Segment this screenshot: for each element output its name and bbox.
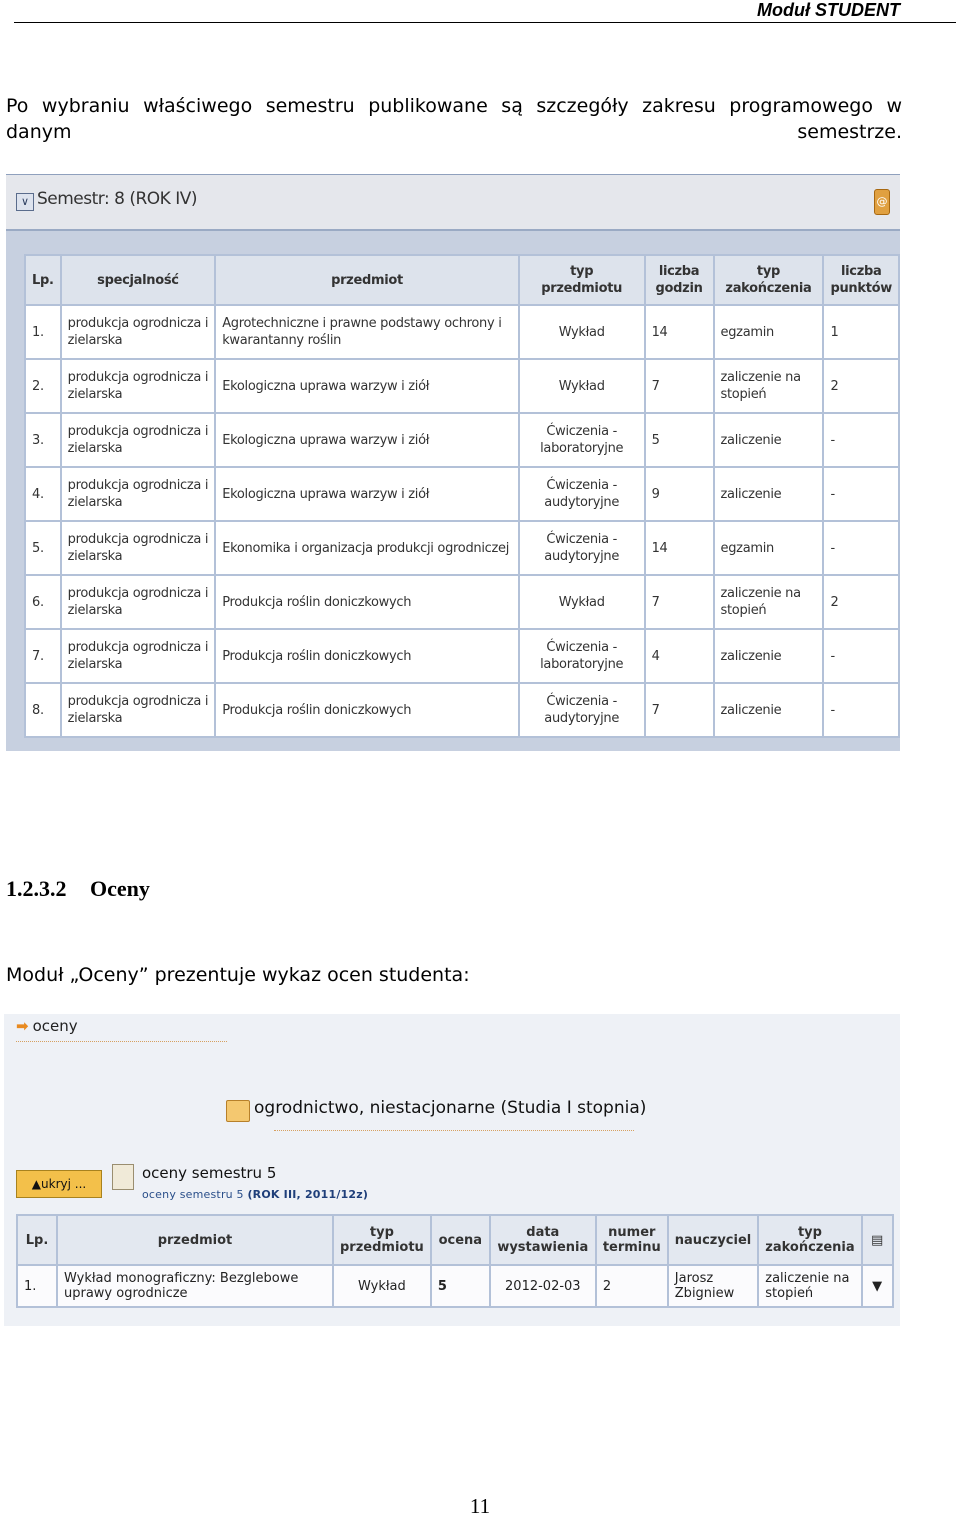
program-title: ogrodnictwo, niestacjonarne (Studia I stopnia) (254, 1098, 647, 1118)
col-typ-przedmiotu: typ przedmiotu (519, 255, 645, 305)
cell-przedmiot: Agrotechniczne i prawne podstawy ochrony i kwarantanny roślin (215, 305, 519, 359)
cell-typ-zakonczenia: egzamin (714, 521, 824, 575)
cell-liczba-godzin: 7 (645, 575, 714, 629)
cell-lp: 1. (25, 305, 61, 359)
cell-liczba-punktow: 1 (823, 305, 899, 359)
cell-liczba-godzin: 5 (645, 413, 714, 467)
grades-screenshot (4, 1014, 900, 1326)
cell-lp: 4. (25, 467, 61, 521)
cell-lp: 2. (25, 359, 61, 413)
col-przedmiot: przedmiot (57, 1215, 333, 1265)
cell-typ-zakonczenia: egzamin (714, 305, 824, 359)
col-specjalnosc: specjalność (61, 255, 216, 305)
cell-typ-zakonczenia: zaliczenie na stopień (714, 575, 824, 629)
cell-liczba-godzin: 7 (645, 683, 714, 737)
col-liczba-punktow: liczba punktów (823, 255, 899, 305)
col-typ-zakonczenia: typ zakończenia (714, 255, 824, 305)
print-icon[interactable]: @ (874, 189, 890, 215)
cell-przedmiot: Ekonomika i organizacja produkcji ogrodniczej (215, 521, 519, 575)
cell-specjalnosc: produkcja ogrodnicza i zielarska (61, 683, 216, 737)
cell-liczba-punktow: - (823, 629, 899, 683)
col-nauczyciel: nauczyciel (668, 1215, 758, 1265)
cell-typ-przedmiotu: Ćwiczenia - audytoryjne (519, 467, 645, 521)
cell-liczba-godzin: 9 (645, 467, 714, 521)
table-row (25, 629, 899, 683)
table-header-row (25, 255, 899, 305)
cell-typ-zakonczenia: zaliczenie na stopień (758, 1265, 861, 1307)
semester-grades-subtitle (142, 1188, 368, 1201)
cell-liczba-punktow: - (823, 683, 899, 737)
page-number: 11 (469, 1494, 491, 1518)
section-heading (6, 876, 150, 902)
cell-numer-terminu: 2 (596, 1265, 668, 1307)
cell-typ-przedmiotu: Ćwiczenia - laboratoryjne (519, 413, 645, 467)
cell-typ-zakonczenia: zaliczenie (714, 629, 824, 683)
semester-table (24, 254, 900, 738)
cell-typ-przedmiotu: Ćwiczenia - audytoryjne (519, 521, 645, 575)
oceny-paragraph: Moduł „Oceny” prezentuje wykaz ocen studenta: (6, 964, 470, 986)
intro-paragraph: Po wybraniu właściwego semestru publikowane są szczegóły zakresu programowego w danym semestrze. (6, 95, 902, 143)
cell-lp: 7. (25, 629, 61, 683)
cell-przedmiot: Wykład monograficzny: Bezglebowe uprawy ogrodnicze (57, 1265, 333, 1307)
cell-lp: 3. (25, 413, 61, 467)
col-lp: Lp. (25, 255, 61, 305)
cell-typ-przedmiotu: Ćwiczenia - laboratoryjne (519, 629, 645, 683)
cell-specjalnosc: produkcja ogrodnicza i zielarska (61, 305, 216, 359)
col-przedmiot: przedmiot (215, 255, 519, 305)
cell-typ-zakonczenia: zaliczenie (714, 413, 824, 467)
section-number: 1.2.3.2 (6, 876, 67, 901)
semester-title: Semestr: 8 (ROK IV) (37, 189, 197, 209)
cell-przedmiot: Ekologiczna uprawa warzyw i ziół (215, 413, 519, 467)
cell-liczba-godzin: 14 (645, 521, 714, 575)
triangle-down-icon[interactable]: ▼ (872, 1278, 883, 1294)
cell-specjalnosc: produkcja ogrodnicza i zielarska (61, 359, 216, 413)
col-typ-zakonczenia: typ zakończenia (758, 1215, 861, 1265)
cell-liczba-punktow: 2 (823, 359, 899, 413)
cell-specjalnosc: produkcja ogrodnicza i zielarska (61, 521, 216, 575)
cell-liczba-godzin: 14 (645, 305, 714, 359)
page-header-title: Moduł STUDENT (757, 0, 900, 20)
clipboard-icon[interactable]: ▤ (871, 1232, 884, 1248)
col-numer-terminu: numer terminu (596, 1215, 668, 1265)
arrow-right-icon: ➡ (16, 1017, 29, 1035)
table-header-row (17, 1215, 893, 1265)
cell-przedmiot: Ekologiczna uprawa warzyw i ziół (215, 467, 519, 521)
folder-icon (226, 1100, 250, 1122)
cell-przedmiot: Produkcja roślin doniczkowych (215, 575, 519, 629)
cell-lp: 1. (17, 1265, 57, 1307)
grades-table (16, 1214, 894, 1308)
expand-row-button[interactable] (862, 1265, 893, 1307)
cell-typ-zakonczenia: zaliczenie (714, 467, 824, 521)
hide-button-label: ukryj ... (41, 1177, 87, 1191)
cell-liczba-godzin: 4 (645, 629, 714, 683)
semester-grades-title: oceny semestru 5 (142, 1164, 277, 1182)
semester-sub-year: (ROK III, 2011/12z) (247, 1188, 369, 1201)
col-typ-przedmiotu: typ przedmiotu (333, 1215, 431, 1265)
cell-typ-przedmiotu: Wykład (519, 575, 645, 629)
cell-przedmiot: Produkcja roślin doniczkowych (215, 629, 519, 683)
cell-typ-przedmiotu: Wykład (333, 1265, 431, 1307)
table-row (25, 467, 899, 521)
cell-specjalnosc: produkcja ogrodnicza i zielarska (61, 629, 216, 683)
cell-typ-przedmiotu: Wykład (519, 305, 645, 359)
header-rule (14, 22, 956, 23)
col-liczba-godzin: liczba godzin (645, 255, 714, 305)
cell-przedmiot: Ekologiczna uprawa warzyw i ziół (215, 359, 519, 413)
cell-typ-przedmiotu: Wykład (519, 359, 645, 413)
cell-liczba-punktow: 2 (823, 575, 899, 629)
cell-liczba-godzin: 7 (645, 359, 714, 413)
col-data-wystawienia: data wystawienia (490, 1215, 596, 1265)
cell-ocena: 5 (431, 1265, 490, 1307)
table-row (25, 413, 899, 467)
cell-typ-przedmiotu: Ćwiczenia - audytoryjne (519, 683, 645, 737)
hide-button[interactable] (16, 1170, 102, 1198)
table-row (25, 521, 899, 575)
cell-specjalnosc: produkcja ogrodnicza i zielarska (61, 467, 216, 521)
table-row (17, 1265, 893, 1307)
cell-specjalnosc: produkcja ogrodnicza i zielarska (61, 413, 216, 467)
cell-nauczyciel: Jarosz Zbigniew (668, 1265, 758, 1307)
oceny-link[interactable] (16, 1017, 78, 1035)
cell-liczba-punktow: - (823, 413, 899, 467)
section-title: Oceny (90, 876, 150, 901)
dotted-divider (274, 1130, 634, 1131)
table-row (25, 305, 899, 359)
table-row (25, 575, 899, 629)
cell-typ-zakonczenia: zaliczenie na stopień (714, 359, 824, 413)
table-row (25, 359, 899, 413)
cell-przedmiot: Produkcja roślin doniczkowych (215, 683, 519, 737)
chevron-down-icon[interactable]: ∨ (16, 193, 34, 211)
table-row (25, 683, 899, 737)
semester-sub-prefix: oceny semestru 5 (142, 1188, 244, 1201)
cell-lp: 5. (25, 521, 61, 575)
cell-typ-zakonczenia: zaliczenie (714, 683, 824, 737)
notepad-icon (112, 1164, 134, 1190)
cell-specjalnosc: produkcja ogrodnicza i zielarska (61, 575, 216, 629)
oceny-link-label: oceny (32, 1017, 78, 1035)
cell-liczba-punktow: - (823, 521, 899, 575)
col-lp: Lp. (17, 1215, 57, 1265)
semester-screenshot (6, 174, 900, 751)
triangle-up-icon: ▲ (31, 1177, 42, 1191)
semester-bar[interactable] (6, 175, 900, 231)
cell-liczba-punktow: - (823, 467, 899, 521)
cell-lp: 8. (25, 683, 61, 737)
cell-data-wystawienia: 2012-02-03 (490, 1265, 596, 1307)
col-print[interactable] (862, 1215, 893, 1265)
col-ocena: ocena (431, 1215, 490, 1265)
cell-lp: 6. (25, 575, 61, 629)
dotted-divider (16, 1041, 227, 1042)
